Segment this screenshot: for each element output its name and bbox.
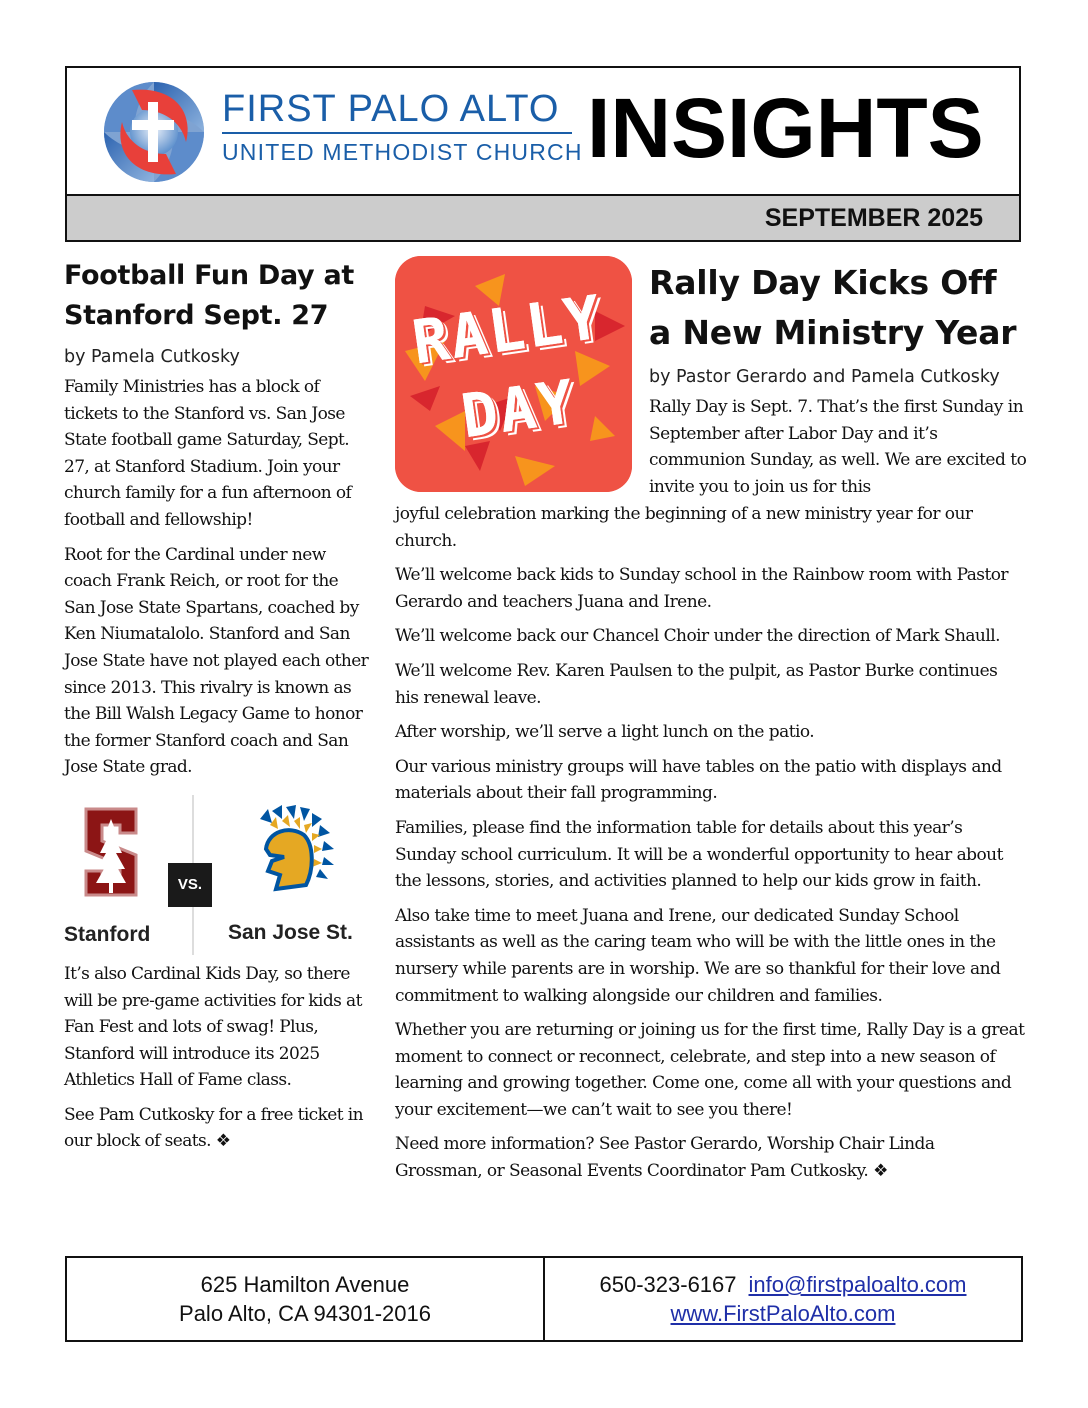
team-stanford-label: Stanford (64, 922, 151, 946)
website-link[interactable]: www.FirstPaloAlto.com (670, 1301, 896, 1326)
email-link[interactable]: info@firstpaloalto.com (748, 1272, 967, 1297)
rally-paragraph: Need more information? See Pastor Gerardo, Worship Chair Linda Grossman, or Seasonal Events Coordinator Pam Cutkosky. ❖ (395, 1134, 935, 1182)
address-block (67, 1258, 543, 1340)
address-street: 625 Hamilton Avenue (200, 1272, 410, 1297)
rally-paragraph: Families, please find the information table for details about this year’s Sunday school curriculum. It will be a wonderful opportunity to hear about the lessons, stories, and activities planned to help our kids grow in faith. (395, 817, 1003, 892)
church-logo-icon (102, 80, 206, 184)
newsletter-title: INSIGHTS (587, 81, 984, 175)
rally-intro: Rally Day is Sept. 7. That’s the first Sunday in September after Labor Day and it’s communion Sunday, as well. We are excited to invite you to join us for this (649, 397, 1027, 497)
rally-day-image-text: RALLY DAY (408, 282, 607, 453)
contact-block (543, 1258, 1021, 1340)
team-sjsu-label: San Jose St. (228, 920, 353, 944)
masthead (65, 66, 1021, 194)
brand-name: FIRST PALO ALTO (222, 88, 560, 130)
contact-footer (65, 1256, 1023, 1342)
rally-paragraph: After worship, we’ll serve a light lunch on the patio. (395, 722, 815, 743)
brand-divider (222, 132, 572, 134)
football-paragraph: Root for the Cardinal under new coach Frank Reich, or root for the San Jose State Spartans, coached by Ken Niumatalolo. Stanford and San Jose State have not played each other since 2013. This rivalry is known as the Bill Walsh Legacy Game to honor the former Stanford coach and San Jose State grad. (64, 544, 369, 778)
rally-byline: by Pastor Gerardo and Pamela Cutkosky (649, 367, 1000, 387)
issue-date: SEPTEMBER 2025 (764, 204, 983, 232)
rally-paragraph: We’ll welcome Rev. Karen Paulsen to the pulpit, as Pastor Burke continues his renewal leave. (395, 660, 998, 708)
rally-paragraph: Whether you are returning or joining us for the first time, Rally Day is a great moment to connect or reconnect, celebrate, and step into a new season of learning and growing together. Come one, come all with your questions and your excitement—we can’t wait to see you there! (395, 1020, 1025, 1120)
football-byline: by Pamela Cutkosky (64, 347, 240, 367)
rally-headline: Rally Day Kicks Off a New Ministry Year (649, 263, 1017, 352)
rally-paragraph: Our various ministry groups will have tables on the patio with displays and materials about their fall programming. (395, 756, 1002, 804)
rally-article-body (395, 501, 1025, 1193)
rally-article-header (649, 258, 1029, 500)
rally-paragraph: We’ll welcome back our Chancel Choir under the direction of Mark Shaull. (395, 626, 1000, 647)
football-headline: Football Fun Day at Stanford Sept. 27 (64, 260, 354, 331)
rally-intro-continued: joyful celebration marking the beginning of a new ministry year for our church. (395, 504, 973, 551)
issue-date-band (65, 194, 1021, 242)
football-paragraph: Family Ministries has a block of tickets to the Stanford vs. San Jose State football game Saturday, Sept. 27, at Stanford Stadium. Join your church family for a fun afternoon of football and fellowship! (64, 377, 352, 530)
rally-paragraph: We’ll welcome back kids to Sunday school in the Rainbow room with Pastor Gerardo and teachers Juana and Irene. (395, 565, 1008, 612)
phone-number: 650-323-6167 (599, 1272, 737, 1297)
football-paragraph: It’s also Cardinal Kids Day, so there will be pre-game activities for kids at Fan Fest and lots of swag! Plus, Stanford will introduce its 2025 Athletics Hall of Fame class. (64, 963, 362, 1091)
rally-day-image (395, 256, 632, 492)
football-article (64, 256, 369, 1163)
stanford-logo-icon (80, 805, 142, 899)
rally-paragraph: Also take time to meet Juana and Irene, our dedicated Sunday School assistants as well as the caring team who will be with the little ones in the nursery while parents are in worship. We are so thankful for their love and commitment to walking alongside our children and families. (395, 905, 1001, 1006)
address-city: Palo Alto, CA 94301-2016 (179, 1301, 431, 1326)
matchup-graphic (64, 795, 369, 955)
brand-subtitle: UNITED METHODIST CHURCH (222, 139, 583, 165)
football-paragraph: See Pam Cutkosky for a free ticket in our block of seats. ❖ (64, 1104, 363, 1152)
vs-badge: VS. (168, 863, 212, 907)
sjsu-spartan-logo-icon (254, 805, 338, 893)
